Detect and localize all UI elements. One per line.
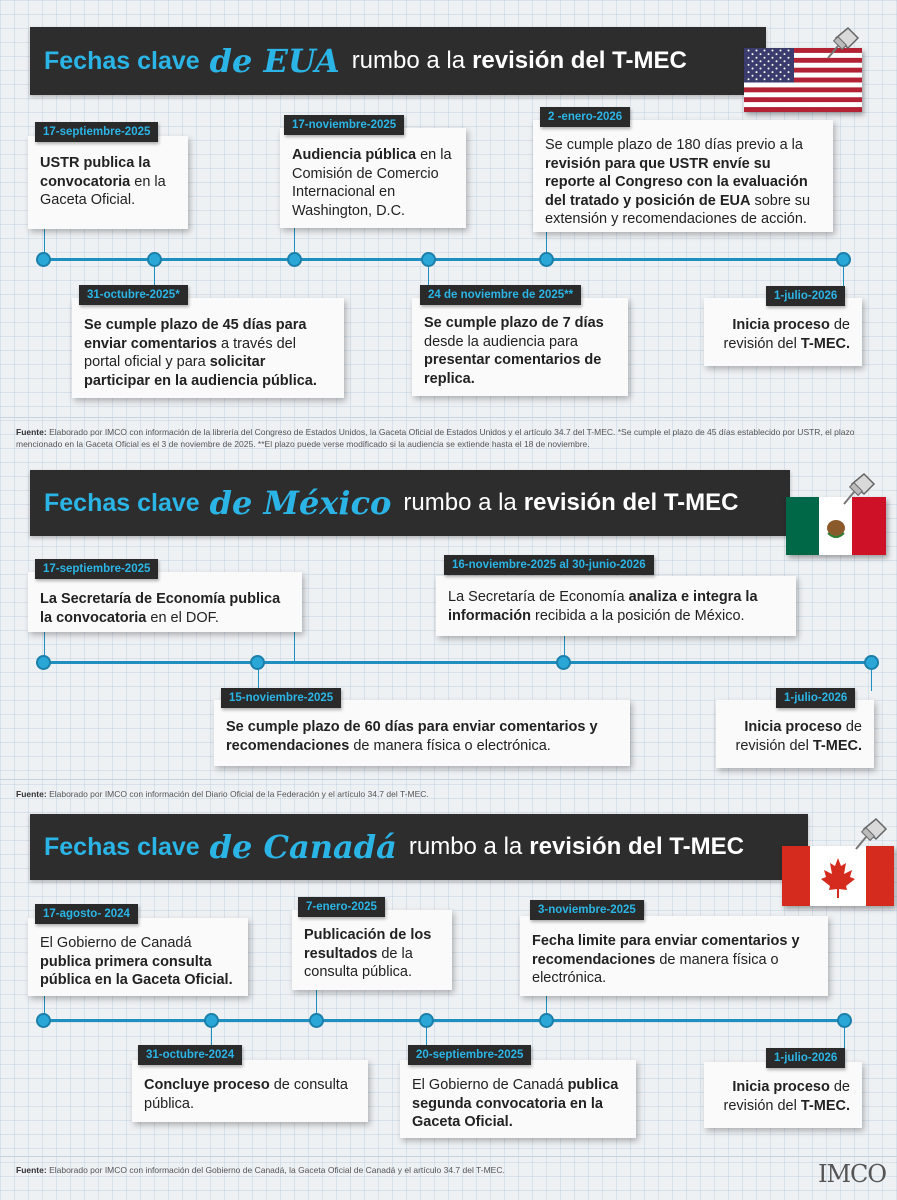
mexico-event-card [716,700,874,768]
mexico-event-card [214,700,630,766]
card-text-run: en el DOF. [146,609,219,626]
usa-title-part3: rumbo a la [351,47,466,74]
card-text-run: en la Gaceta Oficial. [40,173,166,208]
canada-source-label: Fuente: [16,1165,47,1175]
mexico-timeline-dot [556,655,571,670]
usa-banner [30,27,766,95]
card-text-run: Publicación de los resultados [304,927,432,962]
usa-event-date: 31-octubre-2025* [79,285,188,305]
card-text-run: Audiencia pública [292,147,417,163]
usa-event-card [72,298,344,398]
mexico-title-part1: Fechas clave [44,488,200,517]
card-text-run: La Secretaría de Economía publica la convocatoria [40,591,281,626]
mexico-event-card [436,576,796,636]
mexico-source-label: Fuente: [16,789,47,799]
canada-event-date: 3-noviembre-2025 [530,900,644,920]
section-divider [0,417,897,418]
card-text-run: recibida a la posición de México. [530,607,745,624]
canada-banner [30,814,808,880]
canada-flag-icon [782,846,894,906]
card-text-run: de la consulta pública. [304,945,413,980]
usa-timeline-dot [287,252,302,267]
card-text-run: Fecha limite para enviar comentarios y recomendaciones [532,933,800,968]
usa-title-part1: Fechas clave [44,46,200,75]
mexico-title-part4: revisión del T-MEC [523,489,739,516]
usa-event-card [280,128,466,228]
canada-event-card [28,918,248,996]
canada-timeline-dot [419,1013,434,1028]
card-text-run: T-MEC. [800,335,850,352]
canada-title-part1: Fechas clave [44,832,200,861]
usa-timeline-dot [836,252,851,267]
canada-source-text: Elaborado por IMCO con información del Gobierno de Canadá, la Gaceta Oficial de Canadá y el artículo 34.7 del T-MEC. [46,1165,505,1175]
card-text-run: revisión para que USTR envíe su reporte al Congreso con la evaluación del tratado y posición de EUA [545,155,808,209]
canada-title-part4: revisión del T-MEC [529,833,744,860]
card-text-run: Inicia proceso [732,317,830,333]
mexico-event-date: 16-noviembre-2025 al 30-junio-2026 [444,555,654,575]
card-text-run: Inicia proceso [732,1079,830,1095]
usa-event-card [704,298,862,366]
pushpin-icon [834,470,880,510]
mexico-event-date: 1-julio-2026 [776,688,855,708]
card-text-run: de manera física o electrónica. [349,737,551,754]
canada-event-date: 31-octubre-2024 [138,1045,242,1065]
canada-event-date: 7-enero-2025 [298,897,385,917]
canada-timeline-dot [36,1013,51,1028]
usa-timeline-dot [421,252,436,267]
pushpin-icon [846,815,892,855]
usa-title-part4: revisión del T-MEC [472,47,687,74]
usa-event-card [28,136,188,229]
card-text-run: T-MEC. [812,737,862,754]
card-text-run: USTR publica la convocatoria [40,155,151,190]
canada-event-date: 17-agosto- 2024 [35,904,138,924]
usa-event-date: 17-septiembre-2025 [35,122,158,142]
mexico-timeline-axis [42,661,873,664]
card-text-run: de revisión del [723,1079,850,1114]
mexico-connector [294,630,295,661]
card-text-run: de revisión del [735,719,862,754]
card-text-run: Inicia proceso [744,719,842,735]
mexico-timeline-dot [250,655,265,670]
card-text-run: Concluye proceso [144,1077,270,1093]
mexico-timeline-dot [36,655,51,670]
usa-timeline-axis [42,258,845,261]
usa-event-date: 24 de noviembre de 2025** [420,285,581,305]
card-text-run: solicitar participar en la audiencia pública. [84,354,317,389]
card-text-run: T-MEC. [800,1097,850,1114]
canada-event-card [132,1060,368,1122]
card-text-run: desde la audiencia para [424,333,578,350]
card-text-run: Se cumple plazo de 180 días previo a la [545,137,803,153]
usa-timeline-dot [147,252,162,267]
card-text-run: en la Comisión de Comercio Internacional en Washington, D.C. [292,147,452,219]
card-text-run: presentar comentarios de replica. [424,352,602,387]
card-text-run: a través del portal oficial y para [84,335,296,370]
canada-event-card [400,1060,636,1138]
usa-title-part2: de EUA [209,42,340,80]
card-text-run: Se cumple plazo de 7 días [424,315,604,331]
usa-event-card [412,298,628,396]
usa-source-text: Elaborado por IMCO con información de la librería del Congreso de Estados Unidos, la Gaceta Oficial de Estados Unidos y el artículo 34.7 del T-MEC. *Se cumple el plazo de 45 días establecido por USTR, el plazo mencionado en la Gaceta Oficial es el 3 de noviembre de 2025. **El plazo puede verse modificado si la audiencia se extiende hasta el 18 de noviembre. [16,427,855,449]
mexico-event-date: 15-noviembre-2025 [221,688,341,708]
card-text-run: La Secretaría de Economía [448,589,629,605]
mexico-title-part3: rumbo a la [403,489,517,516]
section-divider [0,779,897,780]
canada-event-date: 20-septiembre-2025 [408,1045,531,1065]
card-text-run: El Gobierno de Canadá [412,1077,568,1093]
card-text-run: publica segunda convocatoria en la Gaceta Oficial. [412,1077,619,1130]
usa-event-date: 2 -enero-2026 [540,107,630,127]
mexico-event-card [28,572,302,632]
canada-timeline-dot [539,1013,554,1028]
usa-timeline-dot [539,252,554,267]
imco-logo: IMCO [818,1160,887,1188]
usa-timeline-dot [36,252,51,267]
mexico-source-text: Elaborado por IMCO con información del Diario Oficial de la Federación y el artículo 34.7 del T-MEC. [46,789,429,799]
mexico-timeline-dot [864,655,879,670]
canada-source-note [16,1164,796,1176]
usa-event-card [533,120,833,232]
card-text-run: El Gobierno de Canadá [40,935,192,951]
canada-timeline-dot [837,1013,852,1028]
mexico-source-note [16,788,884,800]
mexico-title-part2: de México [209,484,392,522]
card-text-run: Se cumple plazo de 60 días para enviar comentarios y recomendaciones [226,719,598,754]
mexico-event-date: 17-septiembre-2025 [35,559,158,579]
card-text-run: publica primera consulta pública en la Gaceta Oficial. [40,953,233,988]
card-text-run: sobre su extensión y recomendaciones de acción. [545,192,811,227]
card-text-run: de consulta pública. [144,1077,348,1112]
canada-event-card [292,910,452,990]
canada-event-date: 1-julio-2026 [766,1048,845,1068]
canada-event-card [704,1062,862,1128]
usa-source-note [16,426,884,450]
card-text-run: Se cumple plazo de 45 días para enviar comentarios [84,317,307,352]
card-text-run: de revisión del [723,317,850,352]
mexico-banner [30,470,790,536]
section-divider [0,1156,897,1157]
canada-title-part2: de Canadá [209,828,397,866]
canada-timeline-dot [309,1013,324,1028]
pushpin-icon [818,24,864,64]
usa-event-date: 17-noviembre-2025 [284,115,404,135]
card-text-run: de manera física o electrónica. [532,951,779,986]
canada-timeline-axis [42,1019,846,1022]
canada-event-card [520,916,828,996]
canada-title-part3: rumbo a la [408,833,523,860]
usa-source-label: Fuente: [16,427,47,437]
canada-timeline-dot [204,1013,219,1028]
usa-event-date: 1-julio-2026 [766,286,845,306]
card-text-run: analiza e integra la información [448,589,758,624]
